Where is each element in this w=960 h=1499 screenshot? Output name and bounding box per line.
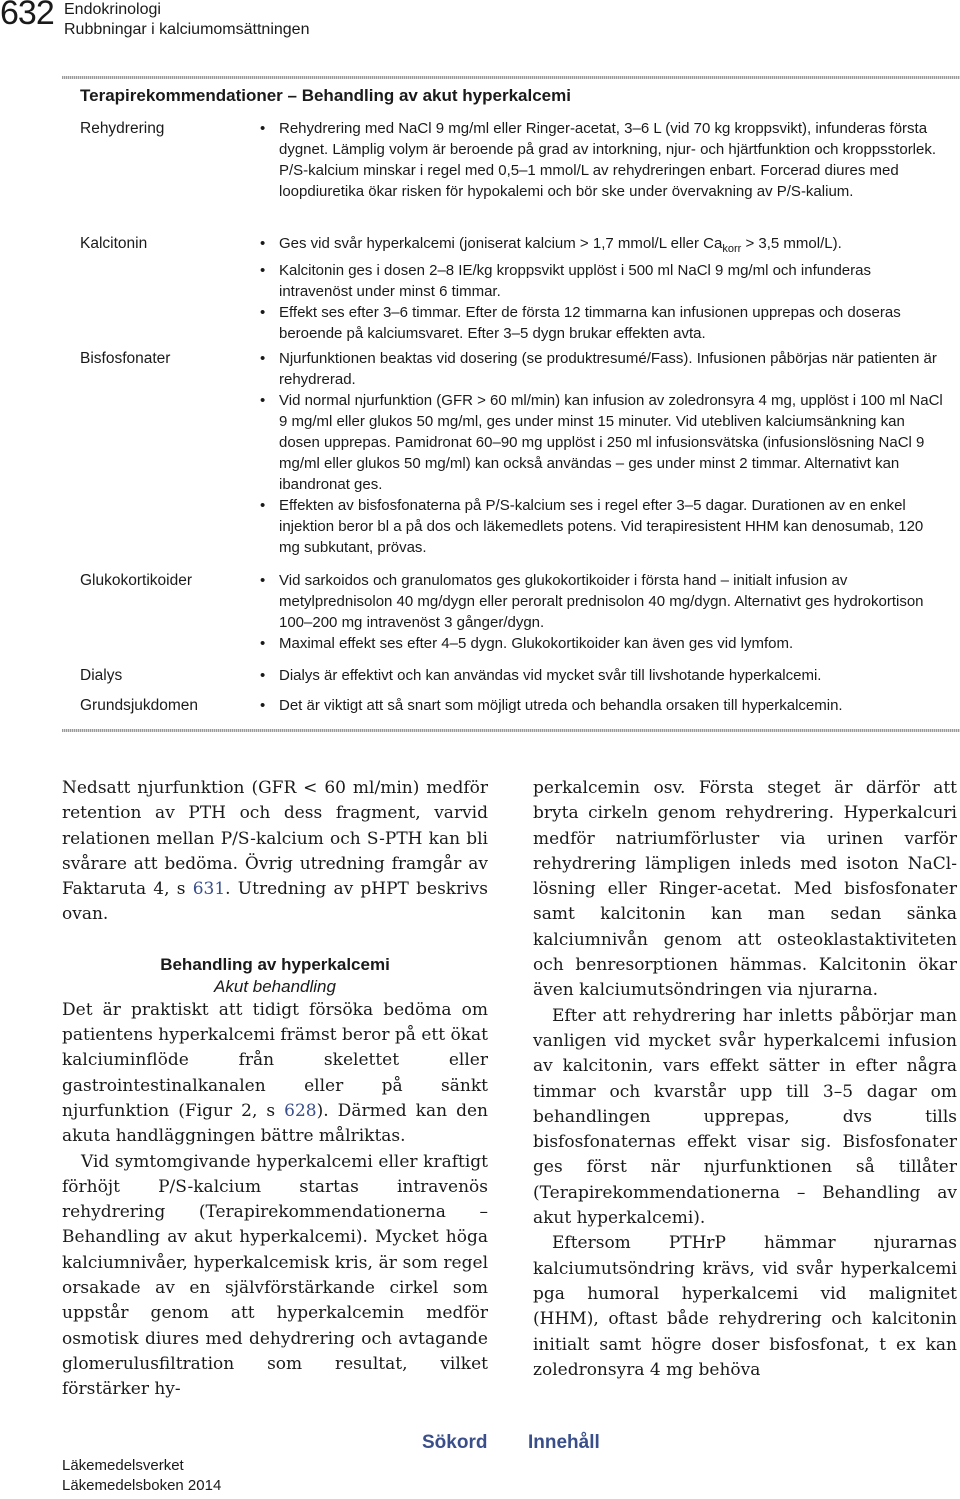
section-heading xyxy=(62,954,488,998)
box-bottom-rule xyxy=(62,729,960,732)
rec-label: Glukokortikoider xyxy=(80,572,192,589)
box-top-rule xyxy=(62,76,960,79)
rec-bullet-list xyxy=(260,570,945,654)
paragraph-text: Det är praktiskt att tidigt försöka bedöma om patientens hyperkalcemi främst beror på ett ökat kalciuminflöde från skelettet eller gastrointestinalkanalen eller på sänkt njurfunktion (Figur 2, s xyxy=(62,999,488,1121)
paragraph: perkalcemin osv. Första steget är därför att bryta cirkeln genom rehydrering. Hyperkalcuri medför natriumförluster via urinen varför rehydrering lämpligen inleds med isoton NaCl-lösning eller Ringer-acetat. Med bisfosfonater samt kalcitonin kan man sedan sänka kalciumnivån genom att osteoklastaktiviteten och benresorptionen hämmas. Kalcitonin ökar även kalciumutsöndringen via njurarna. xyxy=(533,778,957,1001)
paragraph-text: ). Därmed kan den akuta handläggningen bättre målriktas. xyxy=(62,1100,488,1147)
search-index-link[interactable]: Sökord xyxy=(422,1432,488,1453)
box-title: Terapirekommendationer – Behandling av akut hyperkalcemi xyxy=(80,86,571,105)
book-title: Läkemedelsboken 2014 xyxy=(62,1477,222,1494)
paragraph xyxy=(62,776,488,928)
rec-bullet: • Vid sarkoidos och granulomatos ges glukokortikoider i första hand – initialt infusion av metylprednisolon 40 mg/dygn eller peroralt prednisolon 40 mg/dygn. Alternativt ges hydrokortison 100–200 mg intravenöst 3 gånger/dygn. xyxy=(260,570,945,633)
rec-bullet-list xyxy=(260,233,945,344)
section-title: Behandling av hyperkalcemi xyxy=(160,954,390,974)
rec-label: Bisfosfonater xyxy=(80,350,171,367)
subscript-korr: korr xyxy=(722,243,742,255)
paragraph-text: Nedsatt njurfunktion (GFR < 60 ml/min) medför retention av PTH och dess fragment, varvid relationen mellan P/S-kalcium och S-PTH kan bli svårare att bedöma. Övrig utredning framgår av Faktaruta 4, s xyxy=(62,778,488,900)
body-column-right xyxy=(533,776,957,1383)
footer-publisher xyxy=(62,1456,221,1496)
chapter-subtitle: Rubbningar i kalciumomsättningen xyxy=(64,21,310,38)
rec-bullet xyxy=(260,233,945,260)
rec-label: Grundsjukdomen xyxy=(80,697,199,714)
page-link-628[interactable]: 628 xyxy=(284,1100,317,1121)
rec-bullet: • Njurfunktionen beaktas vid dosering (se produktresumé/Fass). Infusionen påbörjas när patienten är rehydrerad. xyxy=(260,348,945,390)
rec-bullet-list xyxy=(260,695,945,716)
rec-bullet: • Vid normal njurfunktion (GFR > 60 ml/min) kan infusion av zoledronsyra 4 mg, upplöst i 100 ml NaCl 9 mg/ml eller glukos 50 mg/ml, ges under minst 15 minuter. Vid utebliven kalciumsänkning kan dosen upprepas. Pamidronat 60–90 mg upplöst i 250 ml infusionsvätska (infusionslösning NaCl 9 mg/ml eller glukos 50 mg/ml) kan också användas – ges under minst 2 timmar. Alternativt kan ibandronat ges. xyxy=(260,390,945,495)
paragraph: Eftersom PTHrP hämmar njurarnas kalciumutsöndring krävs, vid svår hyperkalcemi pga humoral hyperkalcemi vid malignitet (HHM), oftast både rehydrering och kalcitonin initialt samt högre doser bisfosfonat, t ex kan zoledronsyra 4 mg behöva xyxy=(533,1233,957,1380)
rec-bullet: • Maximal effekt ses efter 4–5 dygn. Glukokortikoider kan även ges vid lymfom. xyxy=(260,633,945,654)
rec-bullet: • Rehydrering med NaCl 9 mg/ml eller Ringer-acetat, 3–6 L (vid 70 kg kroppsvikt), infunderas första dygnet. Lämplig volym är beroende på grad av intorkning, njur- och hjärtfunktion och kroppsstorlek. P/S-kalcium minskar i regel med 0,5–1 mmol/L av rehydreringen enbart. Forcerad diures med loopdiuretika ökar risken för hypokalemi och bör ske under övervakning av P/S-kalium. xyxy=(260,118,945,202)
paragraph xyxy=(62,998,488,1150)
rec-label: Dialys xyxy=(80,667,123,684)
rec-bullet-list xyxy=(260,118,945,202)
rec-bullet: • Kalcitonin ges i dosen 2–8 IE/kg kroppsvikt upplöst i 500 ml NaCl 9 mg/ml och infunderas intravenöst under minst 6 timmar. xyxy=(260,260,945,302)
running-header xyxy=(64,0,309,40)
publisher-name: Läkemedelsverket xyxy=(62,1457,184,1474)
paragraph: Efter att rehydrering har inletts påbörjar man vanligen vid mycket svår hyperkalcemi infusion av kalcitonin, vars effekt sätter in efter några timmar och kvarstår upp till 3–5 dagar om behandlingen upprepas, dvs tills bisfosfonaternas effekt visar sig. Bisfosfonater ges först när njurfunktionen så tillåter (Terapirekommendationerna – Behandling av akut hyperkalcemi). xyxy=(533,1005,957,1229)
rec-label: Rehydrering xyxy=(80,120,165,137)
body-column-left xyxy=(62,776,488,1403)
rec-bullet-text: Ges vid svår hyperkalcemi (joniserat kalcium > 1,7 mmol/L eller Ca xyxy=(279,235,723,252)
rec-bullet-tail: > 3,5 mmol/L). xyxy=(741,235,842,252)
rec-bullet: • Det är viktigt att så snart som möjligt utreda och behandla orsaken till hyperkalcemin. xyxy=(260,695,945,716)
paragraph-text: . Utredning av pHPT beskrivs ovan. xyxy=(62,879,488,925)
section-subtitle: Akut behandling xyxy=(214,976,336,996)
page-link-631[interactable]: 631 xyxy=(192,879,226,900)
chapter-title: Endokrinologi xyxy=(64,1,161,18)
therapy-recommendations-box xyxy=(62,76,960,728)
table-of-contents-link[interactable]: Innehåll xyxy=(528,1432,600,1453)
rec-bullet-list xyxy=(260,348,945,558)
paragraph: Vid symtomgivande hyperkalcemi eller kraftigt förhöjt P/S-kalcium startas intravenös rehydrering (Terapirekommendationerna – Behandling av akut hyperkalcemi). Mycket höga kalciumnivåer, hyperkalcemisk kris, är som regel orsakade av en självförstärkande cirkel som uppstår genom att hyperkalcemin medför osmotisk diures med dehydrering och avtagande glomerulusfiltration som resultat, vilket förstärker hy- xyxy=(62,1151,488,1400)
rec-bullet: • Effekt ses efter 3–6 timmar. Efter de första 12 timmarna kan infusionen upprepas och doseras beroende på kalciumsvaret. Efter 3–5 dygn brukar effekten avta. xyxy=(260,302,945,344)
rec-bullet-list xyxy=(260,665,945,686)
rec-bullet: • Effekten av bisfosfonaterna på P/S-kalcium ses i regel efter 3–5 dagar. Durationen av en enkel injektion beror bl a på dos och läkemedlets potens. Vid terapiresistent HHM kan denosumab, 120 mg subkutant, prövas. xyxy=(260,495,945,558)
page-number: 632 xyxy=(0,0,54,32)
rec-bullet: • Dialys är effektivt och kan användas vid mycket svår till livshotande hyperkalcemi. xyxy=(260,665,945,686)
rec-label: Kalcitonin xyxy=(80,235,148,252)
